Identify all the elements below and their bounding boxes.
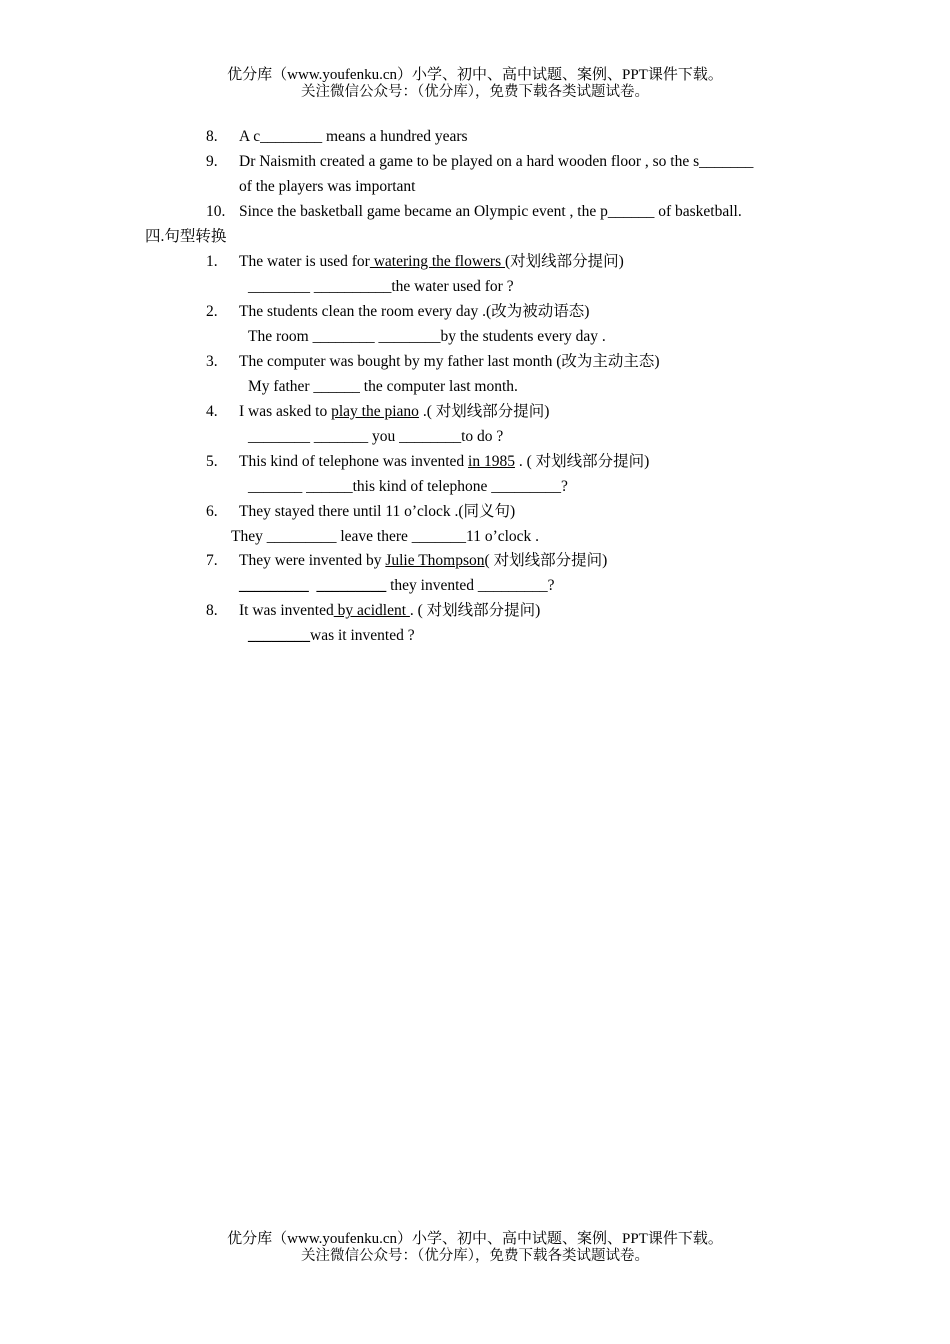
- item-number: 7.: [206, 552, 218, 569]
- item-text: They were invented by Julie Thompson( 对划线部分提问): [239, 552, 608, 569]
- answer-blank: _________: [239, 577, 309, 594]
- answer-blank: ________: [248, 627, 310, 644]
- answer-line: _________ _________ they invented _________?: [239, 577, 555, 594]
- item-text: A c________ means a hundred years: [239, 128, 468, 145]
- answer-line: ________ _______ you ________to do ?: [248, 428, 504, 445]
- item-number: 8.: [206, 602, 218, 619]
- page-footer: [0, 1231, 950, 1265]
- item-text: I was asked to play the piano .( 对划线部分提问): [239, 403, 550, 420]
- underlined-phrase: watering the flowers: [369, 253, 505, 270]
- underlined-phrase: Julie Thompson: [385, 552, 485, 569]
- answer-line: _______ ______this kind of telephone _________?: [248, 478, 568, 495]
- answer-line: My father ______ the computer last month.: [248, 378, 518, 395]
- answer-line: ________was it invented ?: [248, 627, 415, 644]
- item-text: It was invented by acidlent . ( 对划线部分提问): [239, 602, 541, 619]
- item-number: 9.: [206, 153, 218, 170]
- footer-line-1: 优分库（www.youfenku.cn）小学、初中、高中试题、案例、PPT课件下载。: [227, 1231, 723, 1247]
- item-number: 2.: [206, 303, 218, 320]
- answer-line: They _________ leave there _______11 o’clock .: [231, 528, 540, 545]
- item-number: 6.: [206, 503, 218, 520]
- footer-line-2: 关注微信公众号：（优分库），免费下载各类试题试卷。: [301, 1248, 649, 1264]
- underlined-phrase: play the piano: [331, 403, 419, 420]
- item-text: The students clean the room every day .(改为被动语态): [239, 303, 590, 320]
- item-text: Dr Naismith created a game to be played on a hard wooden floor , so the s_______: [239, 153, 754, 170]
- item-number: 10.: [206, 203, 226, 220]
- item-number: 3.: [206, 353, 218, 370]
- item-number: 8.: [206, 128, 218, 145]
- answer-line: ________ __________the water used for ?: [248, 278, 514, 295]
- item-text: They stayed there until 11 o’clock .(同义句): [239, 503, 516, 520]
- answer-line: The room ________ ________by the students every day .: [248, 328, 606, 345]
- answer-blank: _________: [316, 577, 387, 594]
- header-line-1: 优分库（www.youfenku.cn）小学、初中、高中试题、案例、PPT课件下载。: [227, 67, 723, 83]
- item-text-continuation: of the players was important: [239, 178, 416, 195]
- header-line-2: 关注微信公众号：（优分库），免费下载各类试题试卷。: [301, 84, 649, 100]
- underlined-phrase: by acidlent: [333, 602, 410, 619]
- page-header: [0, 67, 950, 101]
- item-text: Since the basketball game became an Olympic event , the p______ of basketball.: [239, 203, 742, 220]
- item-text: The water is used for watering the flowers (对划线部分提问): [239, 253, 624, 270]
- item-text: This kind of telephone was invented in 1985 . ( 对划线部分提问): [239, 453, 650, 470]
- underlined-phrase: in 1985: [468, 453, 515, 470]
- section-title: 四.句型转换: [145, 228, 227, 245]
- item-number: 1.: [206, 253, 218, 270]
- item-number: 5.: [206, 453, 218, 470]
- item-number: 4.: [206, 403, 218, 420]
- item-text: The computer was bought by my father last month (改为主动主态): [239, 353, 660, 370]
